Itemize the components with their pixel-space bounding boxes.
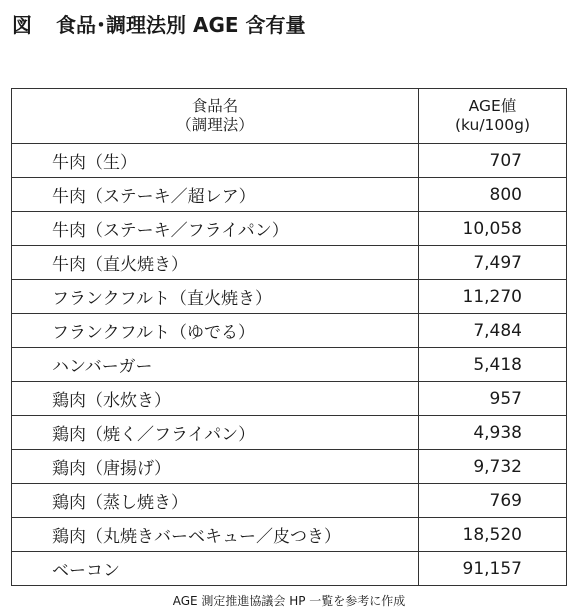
- food-name-cell: 牛肉（直火焼き）: [12, 246, 419, 280]
- table-header-row: [12, 89, 567, 144]
- figure-title: [12, 8, 305, 42]
- header-age-value-line1: AGE値: [468, 97, 517, 115]
- table-body: [12, 144, 567, 586]
- table-row: [12, 348, 567, 382]
- food-name-cell: 鶏肉（水炊き）: [12, 382, 419, 416]
- table-row: [12, 314, 567, 348]
- table-row: [12, 518, 567, 552]
- food-name-cell: 鶏肉（蒸し焼き）: [12, 484, 419, 518]
- header-food-name: [12, 89, 419, 144]
- age-value-cell: 957: [419, 382, 567, 416]
- food-name-cell: ハンバーガー: [12, 348, 419, 382]
- table-row: [12, 144, 567, 178]
- table-row: [12, 212, 567, 246]
- food-name-cell: 牛肉（ステーキ／フライパン）: [12, 212, 419, 246]
- table-row: [12, 450, 567, 484]
- age-value-cell: 4,938: [419, 416, 567, 450]
- header-age-value: [419, 89, 567, 144]
- figure-label: 図: [12, 13, 32, 37]
- age-value-cell: 7,484: [419, 314, 567, 348]
- table-row: [12, 382, 567, 416]
- food-name-cell: フランクフルト（ゆでる）: [12, 314, 419, 348]
- figure-title-text: 食品･調理法別 AGE 含有量: [56, 13, 306, 37]
- food-name-cell: 牛肉（生）: [12, 144, 419, 178]
- age-value-cell: 800: [419, 178, 567, 212]
- age-value-cell: 5,418: [419, 348, 567, 382]
- age-value-cell: 9,732: [419, 450, 567, 484]
- age-value-cell: 707: [419, 144, 567, 178]
- age-value-cell: 7,497: [419, 246, 567, 280]
- table-row: [12, 484, 567, 518]
- age-value-cell: 769: [419, 484, 567, 518]
- age-value-cell: 10,058: [419, 212, 567, 246]
- table-row: [12, 280, 567, 314]
- header-age-value-line2: (ku/100g): [454, 116, 531, 134]
- age-value-cell: 18,520: [419, 518, 567, 552]
- food-name-cell: 鶏肉（焼く／フライパン）: [12, 416, 419, 450]
- food-name-cell: 鶏肉（唐揚げ）: [12, 450, 419, 484]
- age-value-cell: 11,270: [419, 280, 567, 314]
- food-name-cell: フランクフルト（直火焼き）: [12, 280, 419, 314]
- food-name-cell: 鶏肉（丸焼きバーベキュー／皮つき）: [12, 518, 419, 552]
- table-row: [12, 416, 567, 450]
- table-row: [12, 178, 567, 212]
- source-note: AGE 測定推進協議会 HP 一覧を参考に作成: [172, 594, 406, 608]
- header-food-name-line2: （調理法）: [176, 116, 254, 134]
- table-row: [12, 552, 567, 586]
- food-name-cell: 牛肉（ステーキ／超レア）: [12, 178, 419, 212]
- table-row: [12, 246, 567, 280]
- age-content-table: [11, 88, 567, 586]
- header-food-name-line1: 食品名: [191, 97, 239, 115]
- food-name-cell: ベーコン: [12, 552, 419, 586]
- age-value-cell: 91,157: [419, 552, 567, 586]
